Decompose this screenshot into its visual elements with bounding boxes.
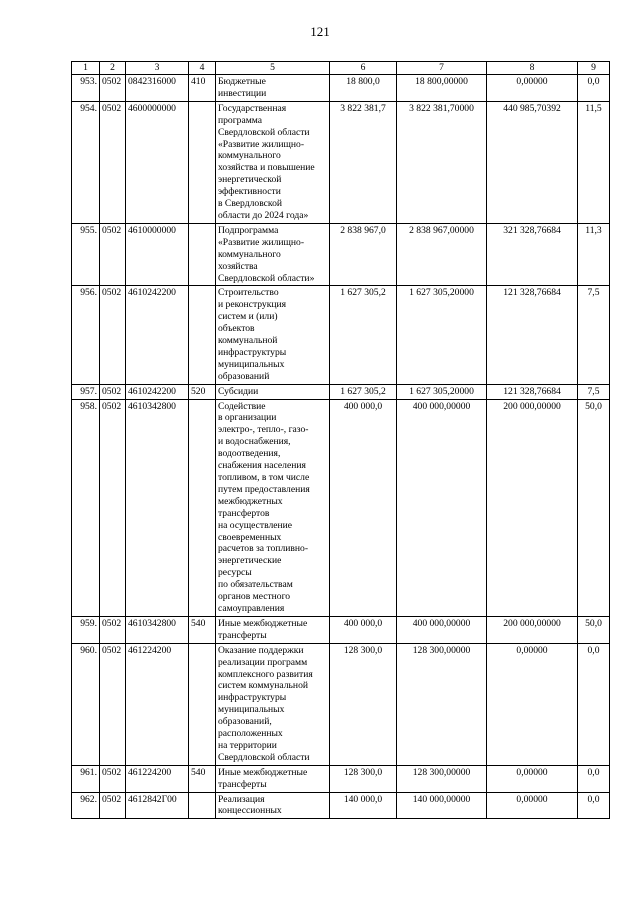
item-name: Иные межбюджетные трансферты — [216, 765, 330, 792]
target-article-code: 4610342800 — [126, 616, 189, 643]
expense-type-code: 540 — [189, 616, 216, 643]
target-article-code: 4610242200 — [126, 384, 189, 399]
approved-amount: 400 000,0 — [330, 399, 397, 616]
header-row — [72, 62, 610, 75]
column-header-2: 2 — [100, 62, 126, 75]
executed-amount: 0,00000 — [487, 765, 578, 792]
column-header-4: 4 — [189, 62, 216, 75]
table-row — [72, 75, 610, 102]
column-header-8: 8 — [487, 62, 578, 75]
execution-percent: 7,5 — [578, 384, 610, 399]
row-number: 956. — [72, 286, 100, 384]
row-number: 960. — [72, 643, 100, 765]
item-name: Реализация концессионных — [216, 792, 330, 819]
executed-amount: 0,00000 — [487, 792, 578, 819]
expense-type-code — [189, 643, 216, 765]
table-row — [72, 384, 610, 399]
row-number: 958. — [72, 399, 100, 616]
target-article-code: 4610242200 — [126, 286, 189, 384]
budget-amount: 18 800,00000 — [397, 75, 487, 102]
execution-percent: 0,0 — [578, 792, 610, 819]
item-name: Субсидии — [216, 384, 330, 399]
item-name: Государственная программа Свердловской области «Развитие жилищно- коммунального хозяйства и повышение энергетической эффективности в Свердловской области до 2024 года» — [216, 101, 330, 223]
row-number: 962. — [72, 792, 100, 819]
execution-percent: 50,0 — [578, 616, 610, 643]
target-article-code: 461224200 — [126, 765, 189, 792]
item-name: Строительство и реконструкция систем и (или) объектов коммунальной инфраструктуры муниципальных образований — [216, 286, 330, 384]
section-code: 0502 — [100, 643, 126, 765]
table-row — [72, 792, 610, 819]
budget-table — [71, 61, 610, 819]
item-name: Содействие в организации электро-, тепло-, газо- и водоснабжения, водоотведения, снабжения населения топливом, в том числе путем предоставления межбюджетных трансфертов на осуществление своевременных расчетов за топливно- энергетические ресурсы по обязательствам органов местного самоуправления — [216, 399, 330, 616]
expense-type-code: 540 — [189, 765, 216, 792]
execution-percent: 11,3 — [578, 223, 610, 286]
approved-amount: 400 000,0 — [330, 616, 397, 643]
section-code: 0502 — [100, 286, 126, 384]
item-name: Бюджетные инвестиции — [216, 75, 330, 102]
budget-amount: 3 822 381,70000 — [397, 101, 487, 223]
table-body — [72, 75, 610, 819]
row-number: 953. — [72, 75, 100, 102]
executed-amount: 440 985,70392 — [487, 101, 578, 223]
executed-amount: 200 000,00000 — [487, 399, 578, 616]
budget-amount: 1 627 305,20000 — [397, 384, 487, 399]
expense-type-code — [189, 792, 216, 819]
section-code: 0502 — [100, 616, 126, 643]
approved-amount: 1 627 305,2 — [330, 286, 397, 384]
column-header-1: 1 — [72, 62, 100, 75]
table-row — [72, 223, 610, 286]
expense-type-code — [189, 399, 216, 616]
approved-amount: 2 838 967,0 — [330, 223, 397, 286]
table-row — [72, 643, 610, 765]
row-number: 961. — [72, 765, 100, 792]
section-code: 0502 — [100, 101, 126, 223]
expense-type-code — [189, 101, 216, 223]
column-header-6: 6 — [330, 62, 397, 75]
column-header-9: 9 — [578, 62, 610, 75]
executed-amount: 0,00000 — [487, 75, 578, 102]
approved-amount: 128 300,0 — [330, 643, 397, 765]
row-number: 954. — [72, 101, 100, 223]
expense-type-code — [189, 223, 216, 286]
row-number: 955. — [72, 223, 100, 286]
approved-amount: 140 000,0 — [330, 792, 397, 819]
column-header-5: 5 — [216, 62, 330, 75]
execution-percent: 0,0 — [578, 643, 610, 765]
expense-type-code — [189, 286, 216, 384]
execution-percent: 7,5 — [578, 286, 610, 384]
execution-percent: 0,0 — [578, 75, 610, 102]
table-row — [72, 765, 610, 792]
row-number: 957. — [72, 384, 100, 399]
execution-percent: 11,5 — [578, 101, 610, 223]
budget-amount: 400 000,00000 — [397, 616, 487, 643]
section-code: 0502 — [100, 399, 126, 616]
expense-type-code: 520 — [189, 384, 216, 399]
budget-amount: 400 000,00000 — [397, 399, 487, 616]
approved-amount: 18 800,0 — [330, 75, 397, 102]
section-code: 0502 — [100, 765, 126, 792]
expense-type-code: 410 — [189, 75, 216, 102]
target-article-code: 4610342800 — [126, 399, 189, 616]
executed-amount: 200 000,00000 — [487, 616, 578, 643]
budget-amount: 128 300,00000 — [397, 765, 487, 792]
section-code: 0502 — [100, 792, 126, 819]
section-code: 0502 — [100, 223, 126, 286]
target-article-code: 0842316000 — [126, 75, 189, 102]
budget-amount: 2 838 967,00000 — [397, 223, 487, 286]
budget-amount: 140 000,00000 — [397, 792, 487, 819]
row-number: 959. — [72, 616, 100, 643]
executed-amount: 121 328,76684 — [487, 384, 578, 399]
executed-amount: 0,00000 — [487, 643, 578, 765]
table-row — [72, 616, 610, 643]
execution-percent: 50,0 — [578, 399, 610, 616]
section-code: 0502 — [100, 75, 126, 102]
item-name: Иные межбюджетные трансферты — [216, 616, 330, 643]
target-article-code: 461224200 — [126, 643, 189, 765]
approved-amount: 1 627 305,2 — [330, 384, 397, 399]
budget-amount: 1 627 305,20000 — [397, 286, 487, 384]
table-row — [72, 399, 610, 616]
table-row — [72, 101, 610, 223]
page-number: 121 — [310, 24, 330, 39]
section-code: 0502 — [100, 384, 126, 399]
column-header-7: 7 — [397, 62, 487, 75]
approved-amount: 3 822 381,7 — [330, 101, 397, 223]
executed-amount: 321 328,76684 — [487, 223, 578, 286]
column-header-3: 3 — [126, 62, 189, 75]
item-name: Подпрограмма «Развитие жилищно- коммунального хозяйства Свердловской области» — [216, 223, 330, 286]
table-row — [72, 286, 610, 384]
target-article-code: 4612842Г00 — [126, 792, 189, 819]
budget-amount: 128 300,00000 — [397, 643, 487, 765]
item-name: Оказание поддержки реализации программ комплексного развития систем коммунальной инфраструктуры муниципальных образований, расположенных на территории Свердловской области — [216, 643, 330, 765]
approved-amount: 128 300,0 — [330, 765, 397, 792]
target-article-code: 4600000000 — [126, 101, 189, 223]
target-article-code: 4610000000 — [126, 223, 189, 286]
executed-amount: 121 328,76684 — [487, 286, 578, 384]
execution-percent: 0,0 — [578, 765, 610, 792]
